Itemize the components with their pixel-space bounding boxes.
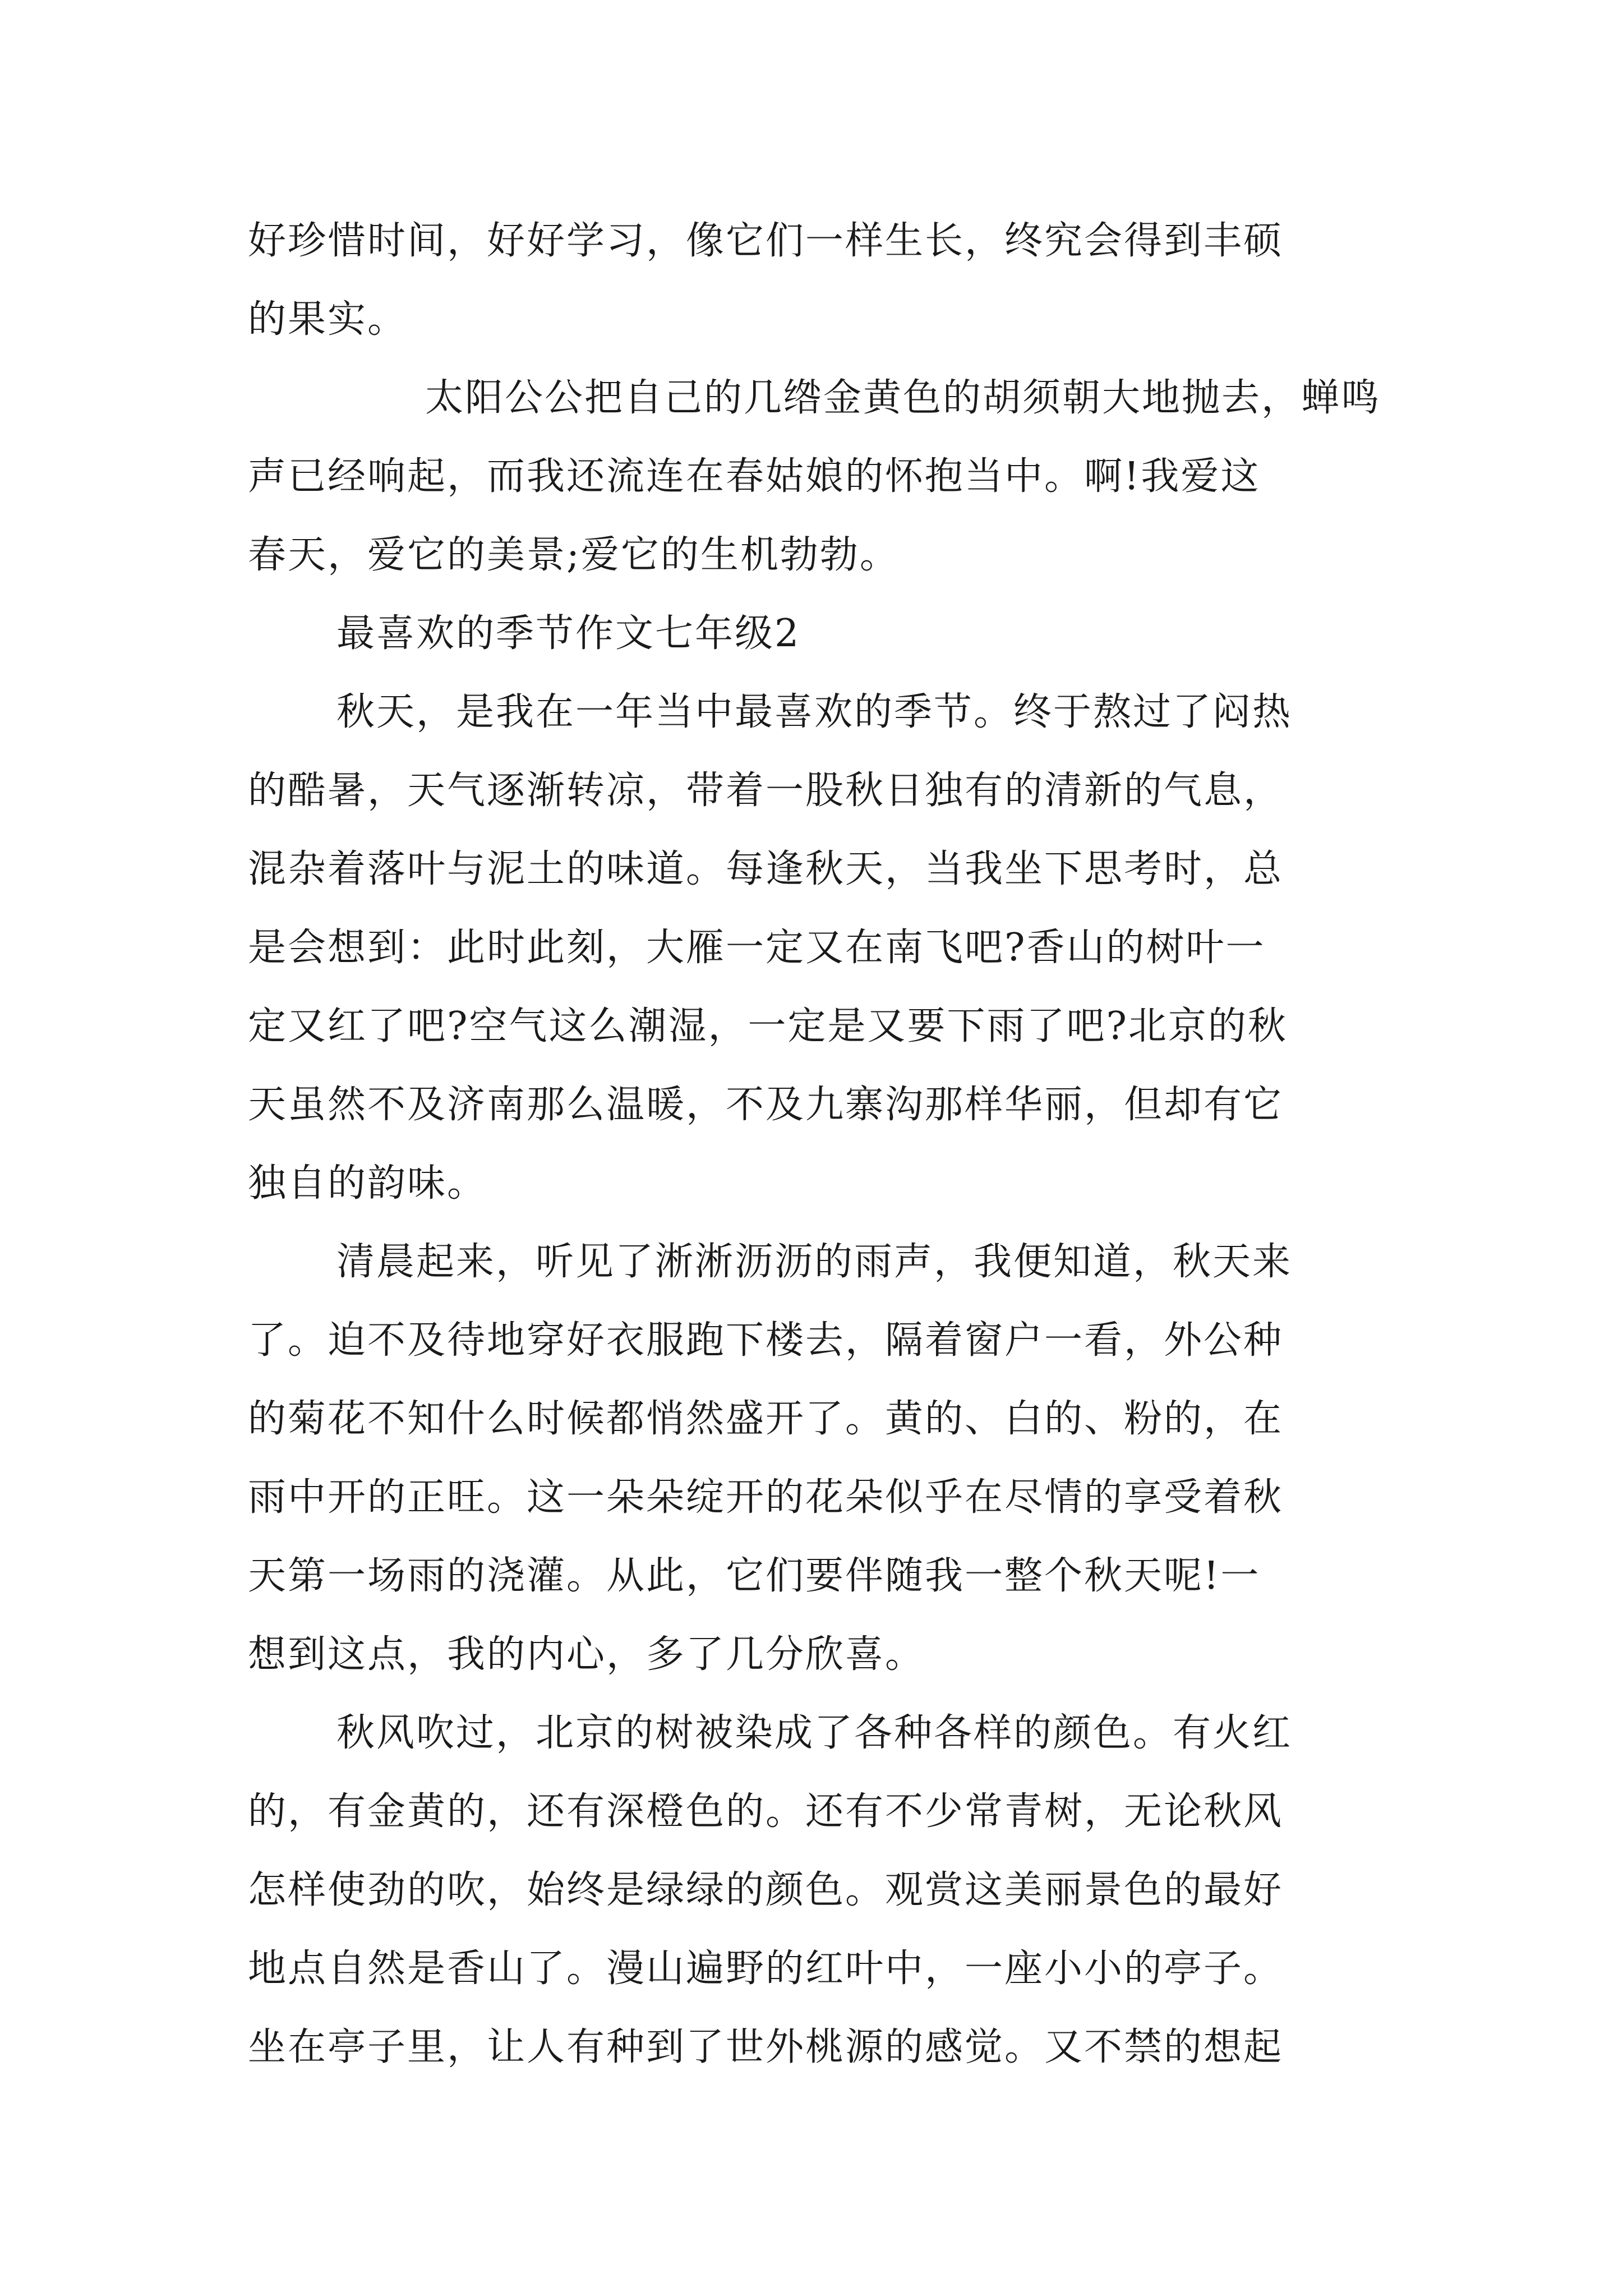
paragraph-5: [248, 1694, 1392, 2087]
paragraph-2: [248, 359, 1392, 595]
text-line: 是会想到：此时此刻，大雁一定又在南飞吧?香山的树叶一: [248, 926, 1266, 970]
text-line: 的果实。: [248, 297, 408, 342]
paragraph-4: [248, 1223, 1392, 1694]
heading-text: 最喜欢的季节作文七年级2: [336, 611, 801, 656]
text-line: 定又红了吧?空气这么潮湿，一定是又要下雨了吧?北京的秋: [248, 1004, 1288, 1048]
text-line: 想到这点，我的内心，多了几分欣喜。: [248, 1632, 925, 1677]
text-line: 的菊花不知什么时候都悄然盛开了。黄的、白的、粉的，在: [248, 1397, 1284, 1441]
text-line: 太阳公公把自己的几绺金黄色的胡须朝大地抛去，蝉鸣: [425, 376, 1381, 420]
text-line: 雨中开的正旺。这一朵朵绽开的花朵似乎在尽情的享受着秋: [248, 1475, 1284, 1520]
text-line: 坐在亭子里，让人有种到了世外桃源的感觉。又不禁的想起: [248, 2025, 1284, 2069]
text-line: 了。迫不及待地穿好衣服跑下楼去，隔着窗户一看，外公种: [248, 1318, 1284, 1363]
text-line: 的，有金黄的，还有深橙色的。还有不少常青树，无论秋风: [248, 1789, 1284, 1834]
text-line: 好珍惜时间，好好学习，像它们一样生长，终究会得到丰硕: [248, 219, 1284, 263]
text-line: 声已经响起，而我还流连在春姑娘的怀抱当中。啊!我爱这: [248, 454, 1261, 499]
text-line: 秋天，是我在一年当中最喜欢的季节。终于熬过了闷热: [336, 690, 1293, 734]
text-line: 春天，爱它的美景;爱它的生机勃勃。: [248, 533, 900, 577]
paragraph-3: [248, 673, 1392, 1223]
section-heading: [248, 595, 1392, 673]
text-line: 怎样使劲的吹，始终是绿绿的颜色。观赏这美丽景色的最好: [248, 1868, 1284, 1912]
text-line: 天第一场雨的浇灌。从此，它们要伴随我一整个秋天呢!一: [248, 1554, 1261, 1598]
paragraph-1: [248, 202, 1392, 359]
text-line: 天虽然不及济南那么温暖，不及九寨沟那样华丽，但却有它: [248, 1083, 1284, 1127]
text-line: 秋风吹过，北京的树被染成了各种各样的颜色。有火红: [336, 1711, 1293, 1755]
text-line: 的酷暑，天气逐渐转凉，带着一股秋日独有的清新的气息，: [248, 769, 1284, 813]
text-line: 混杂着落叶与泥土的味道。每逢秋天，当我坐下思考时，总: [248, 847, 1284, 891]
text-line: 地点自然是香山了。漫山遍野的红叶中，一座小小的亭子。: [248, 1947, 1284, 1991]
document-body: [248, 202, 1392, 2087]
text-line: 独自的韵味。: [248, 1161, 487, 1205]
text-line: 清晨起来，听见了淅淅沥沥的雨声，我便知道，秋天来: [336, 1240, 1293, 1284]
